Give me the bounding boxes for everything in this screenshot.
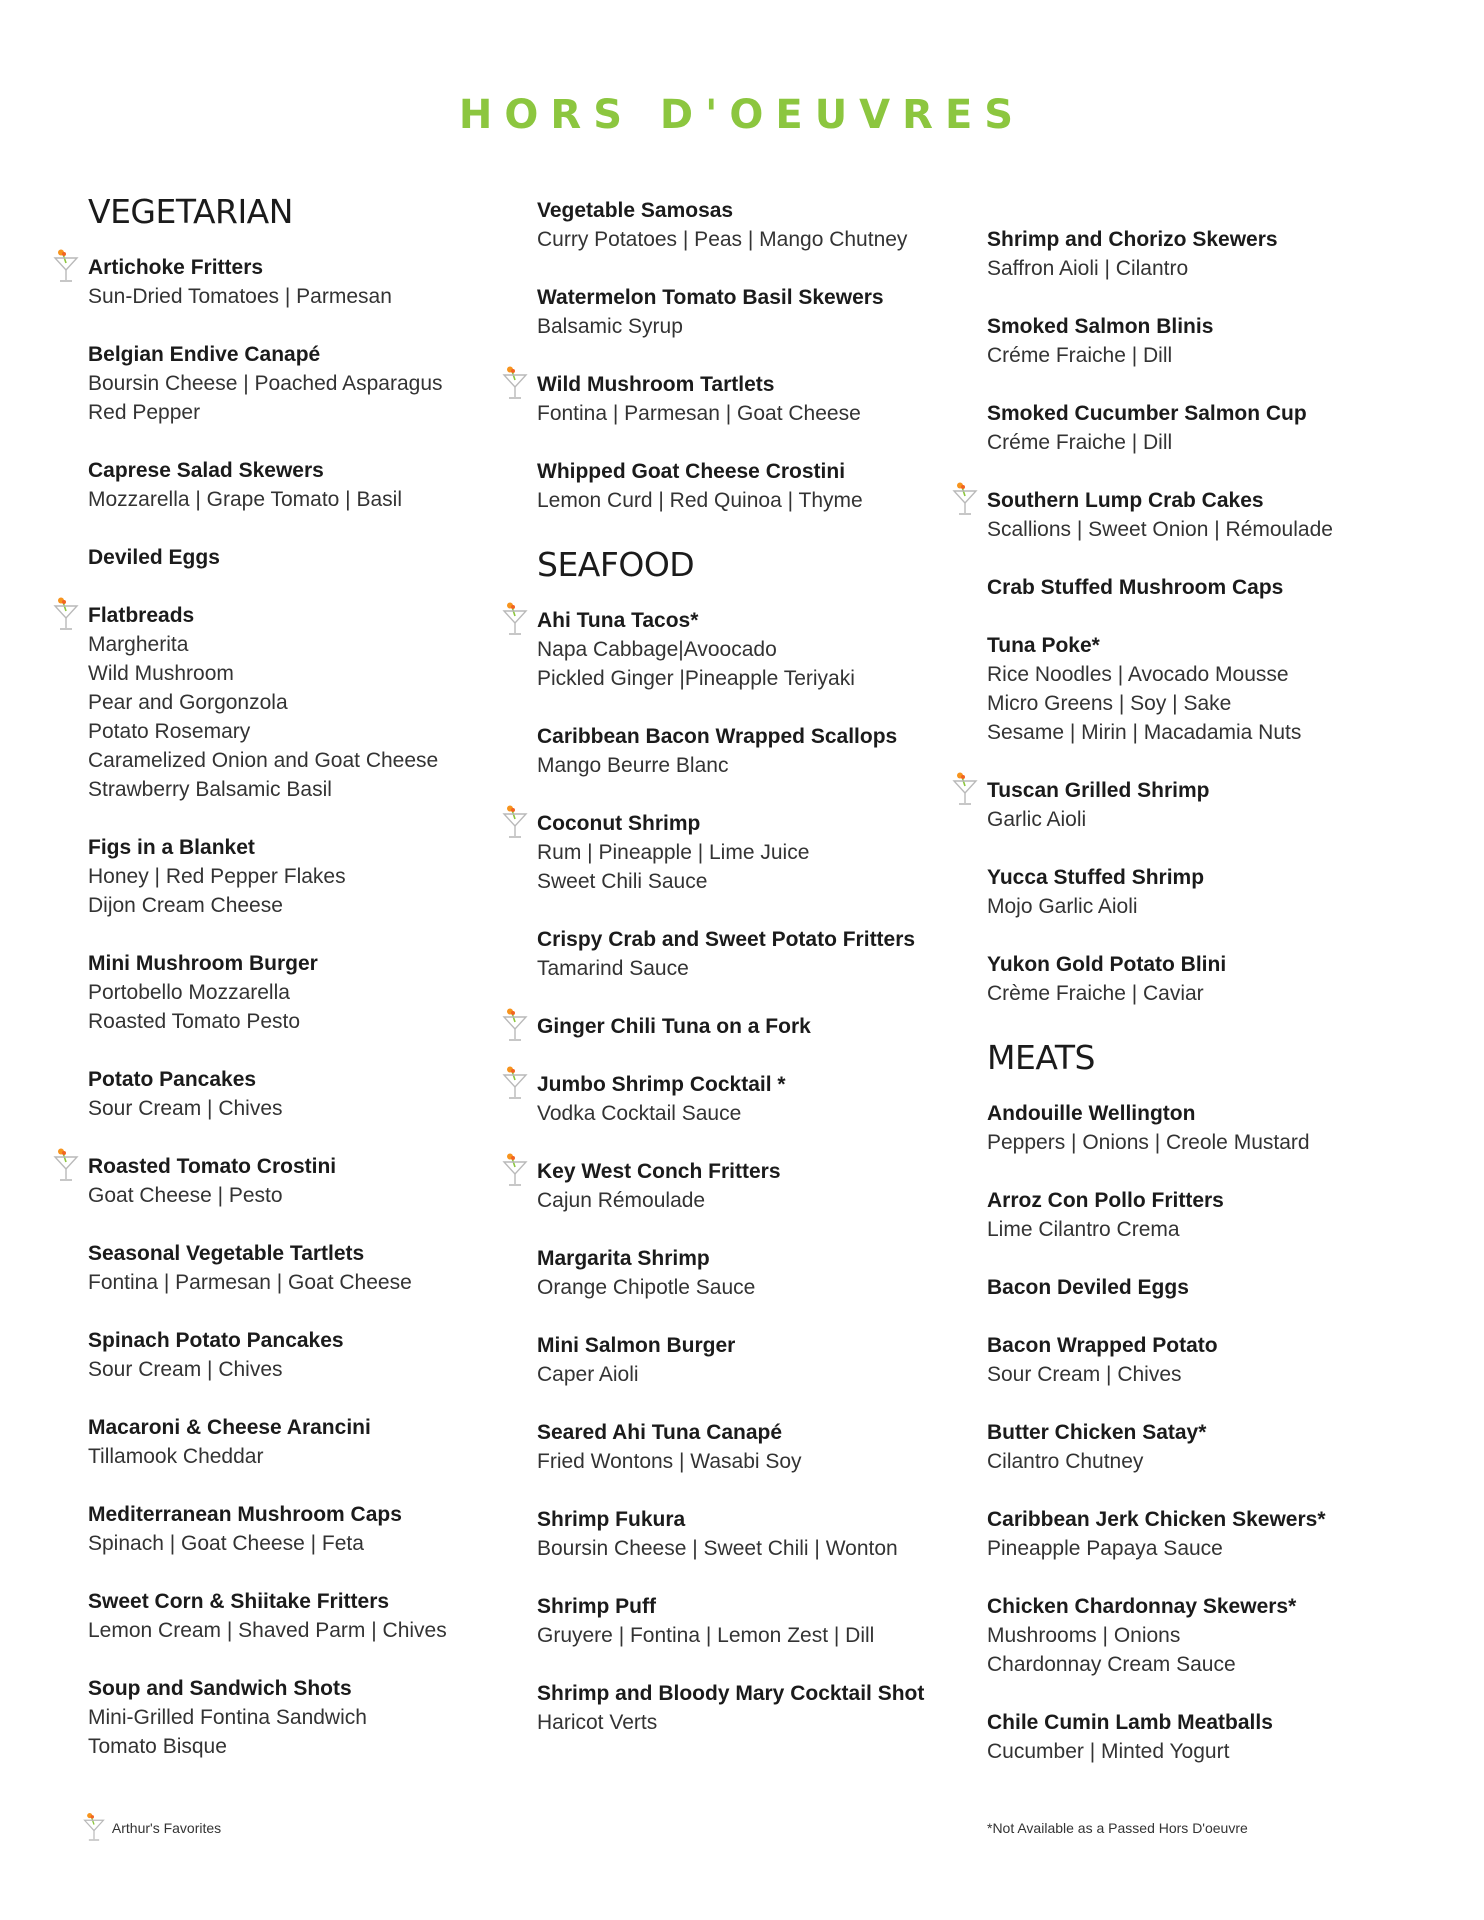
menu-item-description: Rum | Pineapple | Lime Juice [537,841,810,864]
menu-item-description: Crème Fraiche | Caviar [987,982,1204,1005]
column-left [88,193,508,1790]
menu-item-description: Lemon Cream | Shaved Parm | Chives [88,1619,447,1642]
martini-glass-icon [52,1148,80,1184]
menu-item [88,456,508,514]
menu-item-description: Cilantro Chutney [987,1450,1144,1473]
menu-item-description: Margherita [88,633,189,656]
menu-item-name: Ahi Tuna Tacos* [537,609,699,632]
menu-item-name: Shrimp Fukura [537,1508,686,1531]
legend-label: Arthur's Favorites [111,1820,222,1836]
vegetarian-list [88,253,508,1761]
menu-item-name: Figs in a Blanket [88,836,255,859]
menu-item [537,1331,967,1389]
menu-item [88,601,508,804]
menu-item-description: Sweet Chili Sauce [537,870,708,893]
menu-item [537,196,967,254]
menu-item [88,340,508,427]
menu-item [88,1065,508,1123]
menu-item-name: Potato Pancakes [88,1068,257,1091]
favorites-legend [88,1812,221,1844]
seafood-list [537,606,967,1737]
menu-item-description: Sour Cream | Chives [88,1358,283,1381]
menu-item-description: Pickled Ginger |Pineapple Teriyaki [537,667,855,690]
menu-item-description: Mango Beurre Blanc [537,754,729,777]
menu-item [537,1679,967,1737]
menu-item [987,312,1427,370]
menu-item-name: Coconut Shrimp [537,812,701,835]
menu-item-name: Vegetable Samosas [537,199,734,222]
martini-glass-icon [951,482,979,518]
menu-item-name: Bacon Deviled Eggs [987,1276,1189,1299]
menu-item [537,457,967,515]
menu-item [537,370,967,428]
menu-item [537,809,967,896]
menu-item-name: Deviled Eggs [88,546,220,569]
menu-item-description: Cajun Rémoulade [537,1189,706,1212]
menu-item-description: Tillamook Cheddar [88,1445,264,1468]
menu-item-name: Mediterranean Mushroom Caps [88,1503,402,1526]
menu-item [987,1708,1427,1766]
vegetarian-continued-list [537,196,967,515]
menu-item-description: Portobello Mozzarella [88,981,290,1004]
menu-item-name: Shrimp Puff [537,1595,656,1618]
menu-item-description: Rice Noodles | Avocado Mousse [987,663,1289,686]
menu-item-description: Haricot Verts [537,1711,658,1734]
menu-item [88,833,508,920]
menu-item-description: Pear and Gorgonzola [88,691,288,714]
menu-item [537,1418,967,1476]
menu-item-name: Chile Cumin Lamb Meatballs [987,1711,1273,1734]
menu-item-description: Potato Rosemary [88,720,251,743]
menu-item [987,573,1427,602]
menu-item-description: Chardonnay Cream Sauce [987,1653,1236,1676]
menu-item-description: Sour Cream | Chives [987,1363,1182,1386]
menu-item [537,925,967,983]
menu-item-description: Mojo Garlic Aioli [987,895,1138,918]
menu-item [987,1505,1427,1563]
menu-item [537,1505,967,1563]
menu-item [88,1413,508,1471]
menu-item-name: Shrimp and Bloody Mary Cocktail Shot [537,1682,925,1705]
menu-item [987,1273,1427,1302]
menu-item-description: Saffron Aioli | Cilantro [987,257,1189,280]
menu-item-description: Roasted Tomato Pesto [88,1010,301,1033]
menu-item-name: Smoked Salmon Blinis [987,315,1214,338]
menu-item-description: Wild Mushroom [88,662,234,685]
menu-item [88,253,508,311]
menu-item-description: Balsamic Syrup [537,315,683,338]
menu-item-description: Fontina | Parmesan | Goat Cheese [88,1271,412,1294]
menu-item-description: Créme Fraiche | Dill [987,344,1173,367]
menu-item [537,606,967,693]
menu-item-name: Seasonal Vegetable Tartlets [88,1242,365,1265]
menu-item [88,1239,508,1297]
martini-glass-icon [951,772,979,808]
menu-item [88,1674,508,1761]
menu-item-name: Soup and Sandwich Shots [88,1677,352,1700]
menu-item [987,950,1427,1008]
menu-item-name: Mini Mushroom Burger [88,952,318,975]
menu-item-name: Yucca Stuffed Shrimp [987,866,1205,889]
martini-glass-icon [501,1008,529,1044]
menu-item-description: Sesame | Mirin | Macadamia Nuts [987,721,1302,744]
menu-item [88,1500,508,1558]
menu-item-description: Curry Potatoes | Peas | Mango Chutney [537,228,908,251]
footnote: *Not Available as a Passed Hors D'oeuvre [987,1820,1248,1836]
menu-item-description: Boursin Cheese | Poached Asparagus [88,372,443,395]
menu-item-name: Seared Ahi Tuna Canapé [537,1421,783,1444]
menu-item-name: Smoked Cucumber Salmon Cup [987,402,1307,425]
menu-item-name: Wild Mushroom Tartlets [537,373,775,396]
menu-item [537,722,967,780]
menu-item-description: Gruyere | Fontina | Lemon Zest | Dill [537,1624,875,1647]
menu-item [987,486,1427,544]
menu-item-description: Mozzarella | Grape Tomato | Basil [88,488,402,511]
menu-item-description: Sun-Dried Tomatoes | Parmesan [88,285,392,308]
menu-item-name: Tuna Poke* [987,634,1100,657]
menu-item-description: Boursin Cheese | Sweet Chili | Wonton [537,1537,898,1560]
menu-item-description: Lime Cilantro Crema [987,1218,1180,1241]
menu-item-name: Key West Conch Fritters [537,1160,781,1183]
menu-item-name: Sweet Corn & Shiitake Fritters [88,1590,390,1613]
menu-item-name: Southern Lump Crab Cakes [987,489,1264,512]
menu-item-name: Shrimp and Chorizo Skewers [987,228,1278,251]
menu-item-name: Jumbo Shrimp Cocktail * [537,1073,786,1096]
menu-item-description: Tomato Bisque [88,1735,227,1758]
menu-item-name: Ginger Chili Tuna on a Fork [537,1015,811,1038]
martini-glass-icon [501,1066,529,1102]
menu-item-description: Vodka Cocktail Sauce [537,1102,742,1125]
menu-item-name: Crab Stuffed Mushroom Caps [987,576,1284,599]
menu-item-description: Orange Chipotle Sauce [537,1276,756,1299]
menu-item-name: Caprese Salad Skewers [88,459,324,482]
menu-item [987,1186,1427,1244]
section-title-vegetarian: VEGETARIAN [88,192,293,231]
menu-item [88,543,508,572]
menu-item-description: Napa Cabbage|Avoocado [537,638,777,661]
menu-item-description: Créme Fraiche | Dill [987,431,1173,454]
menu-item [987,399,1427,457]
menu-item [88,1152,508,1210]
menu-item-name: Whipped Goat Cheese Crostini [537,460,846,483]
menu-item-description: Sour Cream | Chives [88,1097,283,1120]
menu-item-name: Flatbreads [88,604,195,627]
meats-list [987,1099,1427,1766]
menu-item [88,949,508,1036]
menu-item-description: Micro Greens | Soy | Sake [987,692,1232,715]
martini-glass-icon [52,597,80,633]
menu-item-description: Cucumber | Minted Yogurt [987,1740,1230,1763]
menu-item [987,225,1427,283]
menu-item-description: Caper Aioli [537,1363,639,1386]
menu-item-name: Spinach Potato Pancakes [88,1329,344,1352]
menu-item [537,283,967,341]
menu-item-name: Macaroni & Cheese Arancini [88,1416,371,1439]
menu-item [88,1326,508,1384]
column-middle [537,196,967,1766]
menu-item-description: Fontina | Parmesan | Goat Cheese [537,402,861,425]
menu-item [987,776,1427,834]
martini-glass-icon [52,249,80,285]
martini-glass-icon [501,805,529,841]
menu-item-description: Goat Cheese | Pesto [88,1184,283,1207]
menu-item-name: Yukon Gold Potato Blini [987,953,1227,976]
menu-item-description: Strawberry Balsamic Basil [88,778,332,801]
menu-item-name: Belgian Endive Canapé [88,343,321,366]
menu-item [987,1592,1427,1679]
martini-glass-icon [501,366,529,402]
menu-item [987,1099,1427,1157]
column-right [987,225,1427,1795]
menu-item-description: Mushrooms | Onions [987,1624,1181,1647]
menu-item-description: Dijon Cream Cheese [88,894,283,917]
menu-item-description: Spinach | Goat Cheese | Feta [88,1532,364,1555]
menu-item-description: Honey | Red Pepper Flakes [88,865,346,888]
page-title: HORS D'OEUVRES [458,92,1026,138]
menu-item-description: Lemon Curd | Red Quinoa | Thyme [537,489,863,512]
menu-item [537,1070,967,1128]
menu-item-name: Roasted Tomato Crostini [88,1155,337,1178]
menu-item-name: Bacon Wrapped Potato [987,1334,1218,1357]
menu-item-description: Pineapple Papaya Sauce [987,1537,1223,1560]
menu-item [537,1157,967,1215]
menu-item-description: Red Pepper [88,401,201,424]
menu-item-name: Arroz Con Pollo Fritters [987,1189,1224,1212]
menu-item [537,1012,967,1041]
menu-item-name: Andouille Wellington [987,1102,1196,1125]
martini-glass-icon [501,602,529,638]
menu-item [987,1418,1427,1476]
menu-item-name: Mini Salmon Burger [537,1334,736,1357]
menu-item-description: Fried Wontons | Wasabi Soy [537,1450,802,1473]
menu-item [987,631,1427,747]
menu-item-name: Watermelon Tomato Basil Skewers [537,286,884,309]
menu-item-name: Chicken Chardonnay Skewers* [987,1595,1297,1618]
section-title-meats: MEATS [987,1038,1095,1077]
menu-item [537,1592,967,1650]
menu-item [537,1244,967,1302]
menu-item-name: Caribbean Jerk Chicken Skewers* [987,1508,1326,1531]
menu-item-name: Artichoke Fritters [88,256,264,279]
menu-item [987,1331,1427,1389]
menu-item-description: Scallions | Sweet Onion | Rémoulade [987,518,1333,541]
martini-glass-icon [501,1153,529,1189]
menu-item-name: Caribbean Bacon Wrapped Scallops [537,725,898,748]
section-title-seafood: SEAFOOD [537,545,695,584]
menu-item-description: Peppers | Onions | Creole Mustard [987,1131,1310,1154]
menu-item-description: Mini-Grilled Fontina Sandwich [88,1706,367,1729]
menu-item-name: Crispy Crab and Sweet Potato Fritters [537,928,916,951]
menu-item-name: Tuscan Grilled Shrimp [987,779,1210,802]
menu-item-description: Caramelized Onion and Goat Cheese [88,749,439,772]
menu-item-description: Garlic Aioli [987,808,1087,831]
martini-glass-icon [82,1812,106,1844]
menu-item-description: Tamarind Sauce [537,957,689,980]
menu-item-name: Margarita Shrimp [537,1247,710,1270]
menu-item [987,863,1427,921]
menu-item-name: Butter Chicken Satay* [987,1421,1207,1444]
seafood-continued-list [987,225,1427,1008]
menu-item [88,1587,508,1645]
